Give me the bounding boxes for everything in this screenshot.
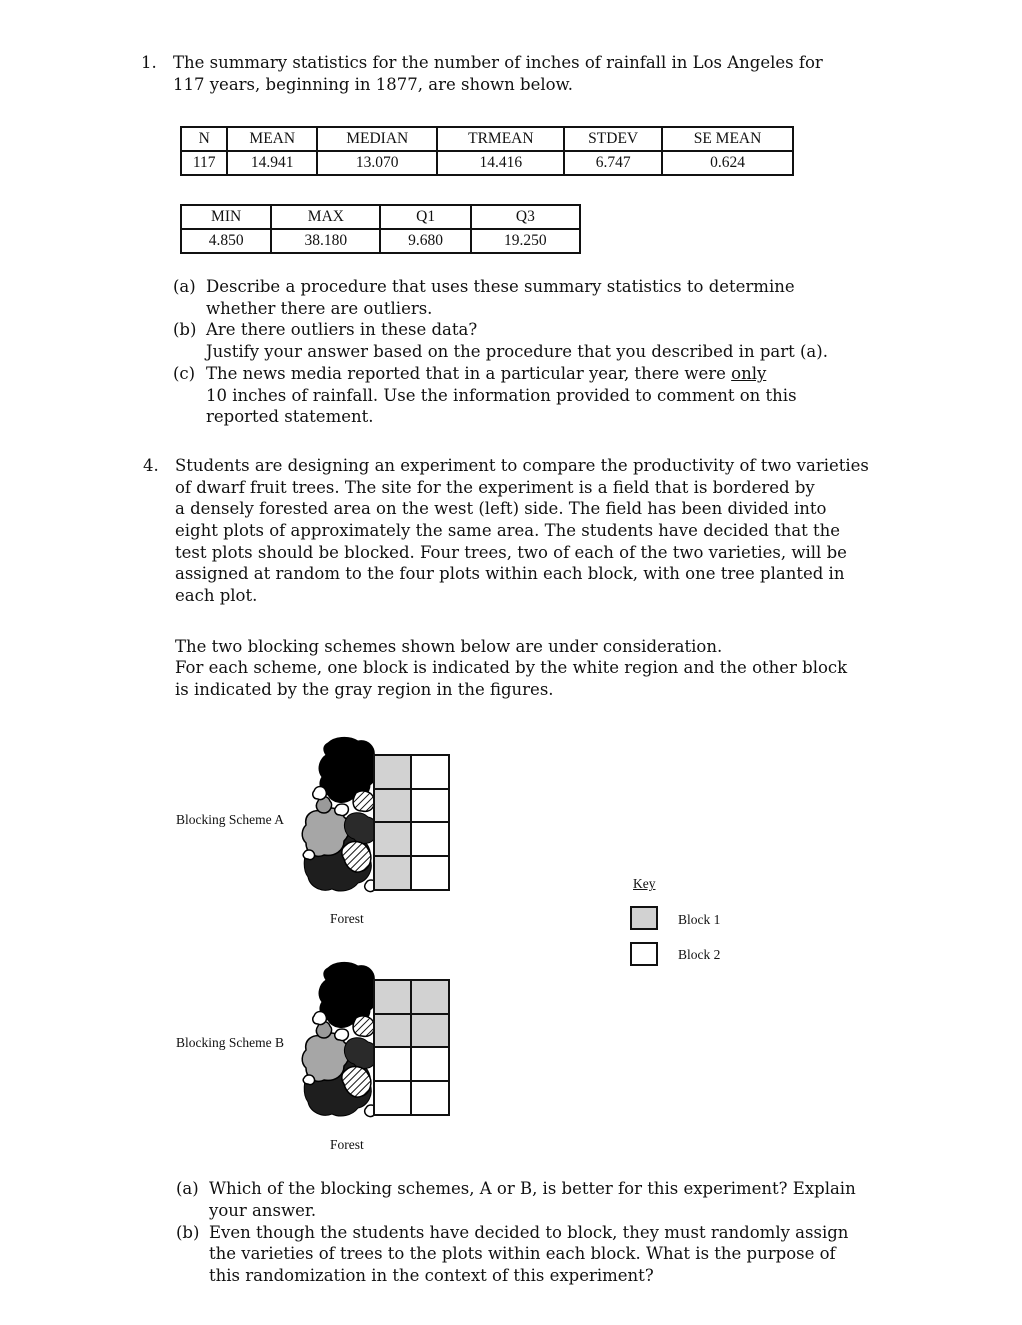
table-header-cell: Q1 [380,205,470,229]
q4-part-b-label: (b) [176,1223,200,1242]
plot-block-1 [374,980,411,1014]
key-block-2-swatch [630,942,658,966]
plot-block-2 [411,755,449,789]
table-row [181,229,580,253]
plot-block-1 [374,755,411,789]
q4-para1-line-7: each plot. [175,586,258,605]
q4-part-b-line-2: the varieties of trees to the plots within each block. What is the purpose of [209,1244,836,1263]
question-4-number: 4. [143,456,159,475]
plot-block-1 [374,789,411,822]
q1-part-c-line-3: reported statement. [206,407,374,426]
question-1-number: 1. [141,53,157,72]
forest-illustration [302,962,377,1116]
q1-part-a-line-1: Describe a procedure that uses these summary statistics to determine [206,277,795,296]
summary-stats-table-2 [180,204,581,254]
plot-block-2 [411,856,449,890]
scheme-b-forest-label: Forest [330,1137,364,1152]
table-cell: 117 [181,151,227,175]
plot-block-2 [411,789,449,822]
plot-grid [374,755,449,890]
q1-part-c-line-1-text: The news media reported that in a particular year, there were [206,364,732,383]
q4-para1-line-6: assigned at random to the four plots within each block, with one tree planted in [175,564,845,583]
q4-part-b-line-3: this randomization in the context of this experiment? [209,1266,654,1285]
table-header-cell: STDEV [564,127,662,151]
table-header-row [181,205,580,229]
question-1-intro-line-1: The summary statistics for the number of inches of rainfall in Los Angeles for [173,53,823,72]
plot-block-2 [374,1047,411,1081]
plot-block-2 [411,1047,449,1081]
question-1-intro-line-2: 117 years, beginning in 1877, are shown below. [173,75,573,94]
forest-illustration [302,737,377,891]
table-row [181,151,793,175]
key-block-2-label: Block 2 [678,947,721,962]
scheme-b-label: Blocking Scheme B [176,1035,284,1050]
scheme-b-figure [300,960,460,1125]
q4-part-a-line-1: Which of the blocking schemes, A or B, is better for this experiment? Explain [209,1179,856,1198]
scheme-a-figure [300,735,460,900]
scheme-a-label: Blocking Scheme A [176,812,284,827]
plot-block-2 [411,1081,449,1115]
table-header-row [181,127,793,151]
plot-block-1 [411,1014,449,1047]
table-cell: 14.416 [437,151,564,175]
q4-part-a-label: (a) [176,1179,199,1198]
table-cell: 38.180 [271,229,380,253]
q1-part-b-line-2: Justify your answer based on the procedure that you described in part (a). [206,342,828,361]
summary-stats-table-1 [180,126,794,176]
q1-part-c-label: (c) [173,364,196,383]
plot-block-1 [411,980,449,1014]
q4-para1-line-2: of dwarf fruit trees. The site for the experiment is a field that is bordered by [175,478,815,497]
q4-para1-line-1: Students are designing an experiment to compare the productivity of two varieties [175,456,869,475]
q1-part-a-label: (a) [173,277,196,296]
table-cell: 9.680 [380,229,470,253]
key-title: Key [633,876,656,891]
table-cell: 6.747 [564,151,662,175]
q4-para2-line-2: For each scheme, one block is indicated by the white region and the other block [175,658,848,677]
q1-part-b-line-1: Are there outliers in these data? [206,320,478,339]
scheme-a-forest-label: Forest [330,911,364,926]
plot-block-1 [374,856,411,890]
table-header-cell: N [181,127,227,151]
table-header-cell: MAX [271,205,380,229]
plot-block-1 [374,1014,411,1047]
plot-block-2 [374,1081,411,1115]
table-cell: 13.070 [317,151,437,175]
q4-para1-line-3: a densely forested area on the west (left) side. The field has been divided into [175,499,827,518]
table-header-cell: SE MEAN [662,127,793,151]
q4-para1-line-5: test plots should be blocked. Four trees, two of each of the two varieties, will be [175,543,847,562]
q1-part-a-line-2: whether there are outliers. [206,299,433,318]
table-header-cell: TRMEAN [437,127,564,151]
table-header-cell: MIN [181,205,271,229]
table-header-cell: MEAN [227,127,317,151]
table-cell: 4.850 [181,229,271,253]
key-block-1-swatch [630,906,658,930]
table-cell: 0.624 [662,151,793,175]
q1-part-c-line-2: 10 inches of rainfall. Use the information provided to comment on this [206,386,797,405]
q1-part-c-emphasis: only [731,364,767,383]
q1-part-c-line-1 [206,363,766,385]
plot-block-2 [411,822,449,856]
q4-part-a-line-2: your answer. [209,1201,317,1220]
table-cell: 19.250 [471,229,580,253]
table-header-cell: MEDIAN [317,127,437,151]
plot-grid [374,980,449,1115]
q1-part-b-label: (b) [173,320,197,339]
table-cell: 14.941 [227,151,317,175]
q4-part-b-line-1: Even though the students have decided to block, they must randomly assign [209,1223,849,1242]
q4-para2-line-3: is indicated by the gray region in the figures. [175,680,554,699]
q4-para2-line-1: The two blocking schemes shown below are under consideration. [175,637,723,656]
plot-block-1 [374,822,411,856]
q4-para1-line-4: eight plots of approximately the same area. The students have decided that the [175,521,841,540]
key-block-1-label: Block 1 [678,912,721,927]
table-header-cell: Q3 [471,205,580,229]
